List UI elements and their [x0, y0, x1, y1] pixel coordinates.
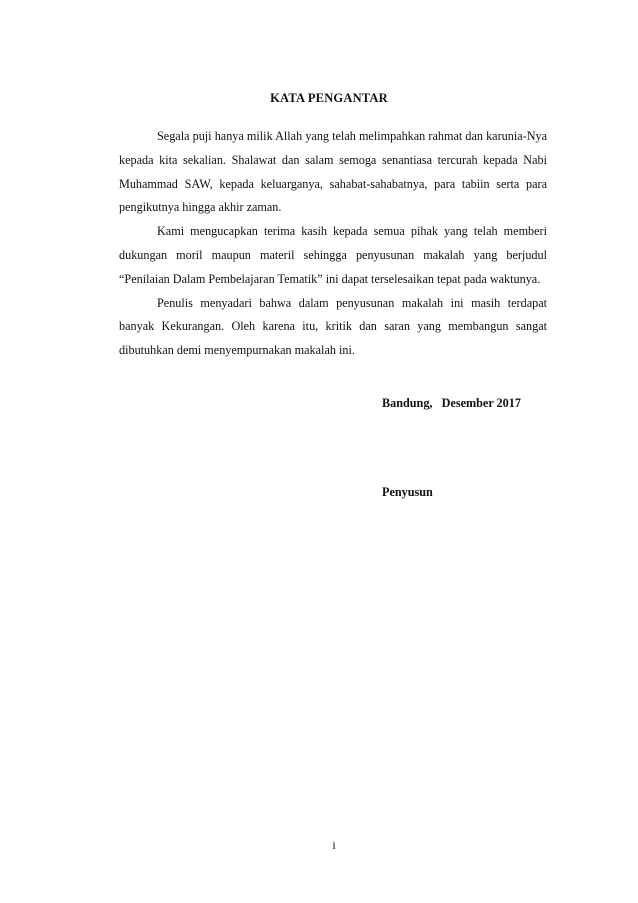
page-title: KATA PENGANTAR	[270, 91, 388, 105]
body-text	[119, 125, 547, 363]
paragraph-acknowledgement: Kami mengucapkan terima kasih kepada semua pihak yang telah memberi dukungan moril maupun materil sehingga penyusunan makalah yang berjudul “Penilaian Dalam Pembelajaran Tematik” ini dapat terselesaikan tepat pada waktunya.	[119, 224, 547, 286]
signature-place-date: Bandung, Desember 2017	[382, 396, 521, 410]
paragraph-opening: Segala puji hanya milik Allah yang telah melimpahkan rahmat dan karunia-Nya kepada kita sekalian. Shalawat dan salam semoga senantiasa tercurah kepada Nabi Muhammad SAW, kepada keluarganya, sahabat-sahabatnya, para tabiin serta para pengikutnya hingga akhir zaman.	[119, 129, 547, 215]
signature-author: Penyusun	[382, 485, 433, 499]
paragraph-closing: Penulis menyadari bahwa dalam penyusunan makalah ini masih terdapat banyak Kekurangan. Oleh karena itu, kritik dan saran yang membangun sangat dibutuhkan demi menyempurnakan makalah ini.	[119, 295, 547, 358]
page-number: i	[332, 838, 336, 852]
